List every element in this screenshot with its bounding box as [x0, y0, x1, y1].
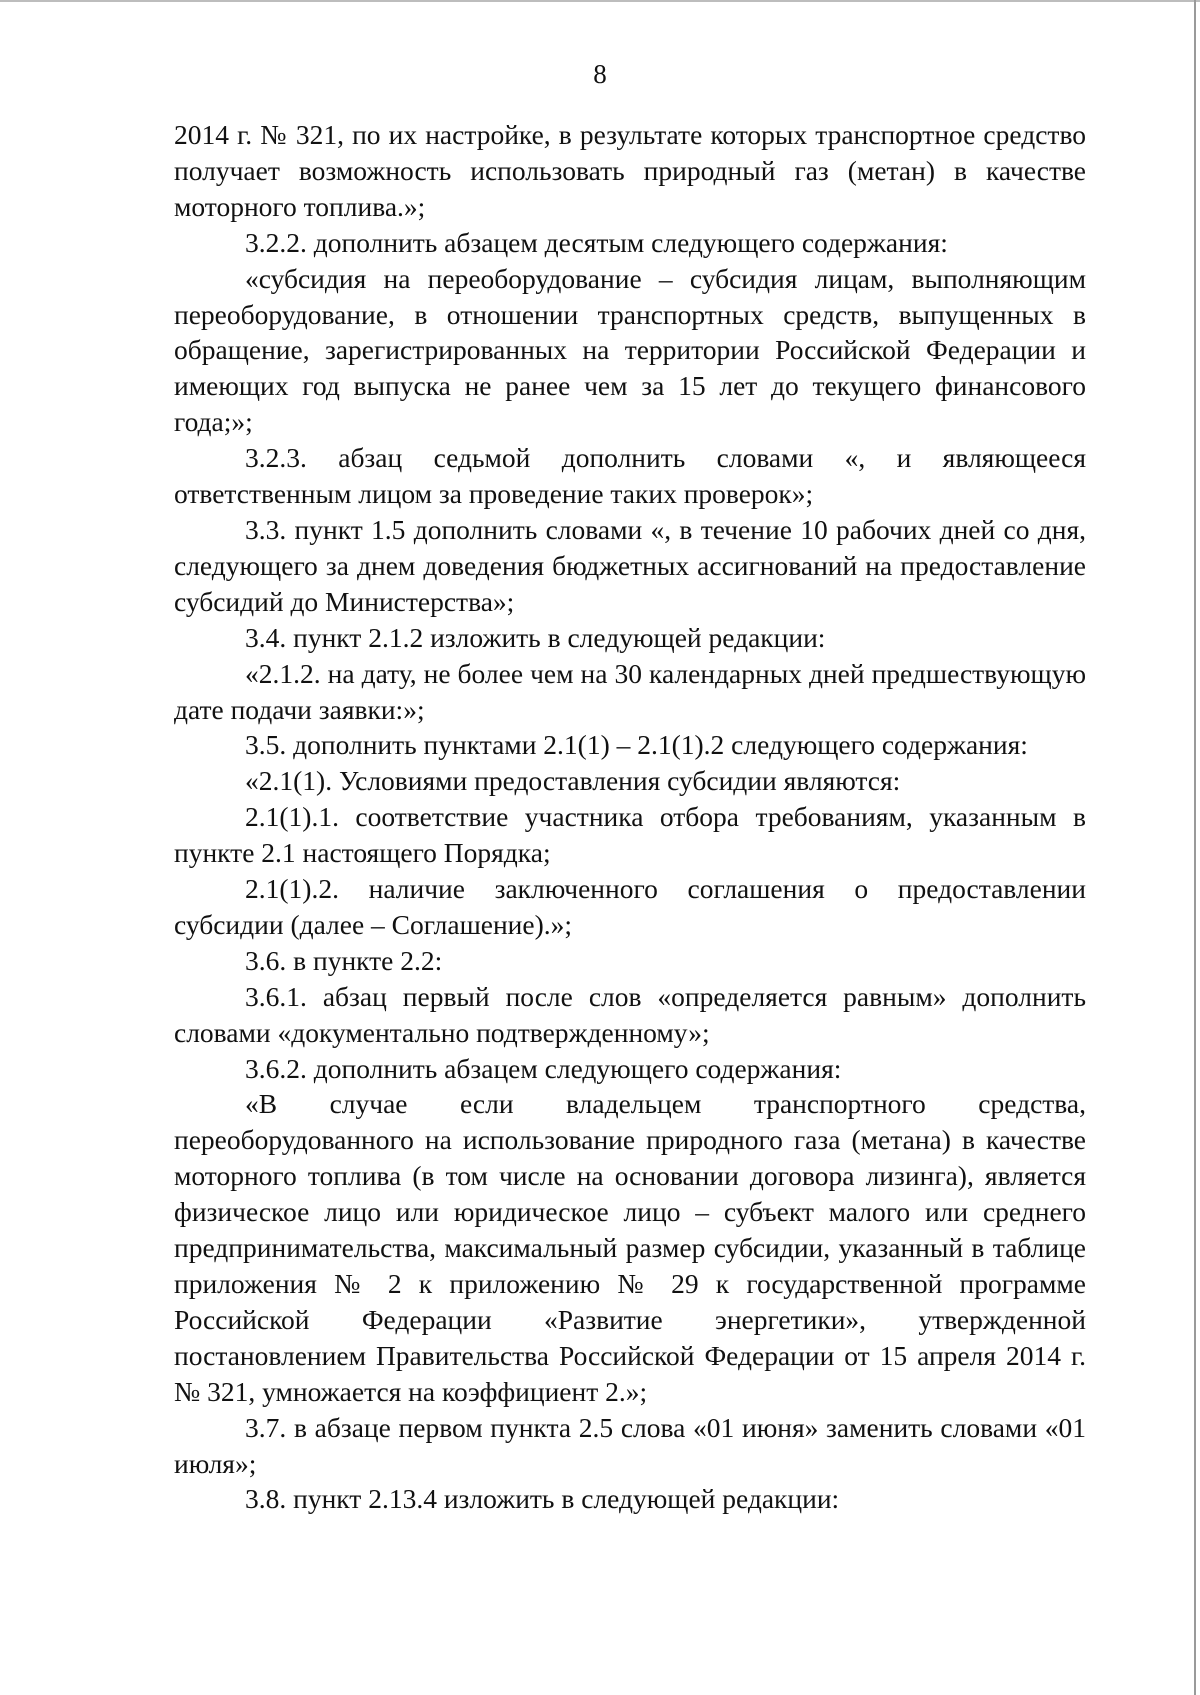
paragraph: «субсидия на переоборудование – субсидия лицам, выполняющим переоборудование, в отношении транспортных средств, выпущенных в обращение, зарегистрированных на территории Российской Федерации и имеющих год выпуска не ранее чем за 15 лет до текущего финансового года;»;: [174, 262, 1086, 438]
paragraph: 3.7. в абзаце первом пункта 2.5 слова «01 июня» заменить словами «01 июля»;: [174, 1411, 1086, 1479]
paragraph: 3.2.2. дополнить абзацем десятым следующего содержания:: [245, 226, 948, 258]
paragraph: «2.1(1). Условиями предоставления субсидии являются:: [245, 765, 901, 797]
paragraph: «В случае если владельцем транспортного средства, переоборудованного на использование природного газа (метана) в качестве моторного топлива (в том числе на основании договора лизинга), является физическое лицо или юридическое лицо – субъект малого или среднего предпринимательства, максимальный размер субсидии, указанный в таблице приложения № 2 к приложению № 29 к государственной программе Российской Федерации «Развитие энергетики», утвержденной постановлением Правительства Российской Федерации от 15 апреля 2014 г. № 321, умножается на коэффициент 2.»;: [174, 1088, 1086, 1407]
scan-edge-top: [0, 0, 1200, 2]
paragraph: 3.3. пункт 1.5 дополнить словами «, в течение 10 рабочих дней со дня, следующего за днем доведения бюджетных ассигнований на предоставление субсидий до Министерства»;: [174, 513, 1086, 617]
document-body: [174, 117, 1086, 1517]
paragraph: 3.8. пункт 2.13.4 изложить в следующей редакции:: [245, 1483, 840, 1515]
paragraph: 3.2.3. абзац седьмой дополнить словами «, и являющееся ответственным лицом за проведение таких проверок»;: [174, 442, 1086, 510]
paragraph: «2.1.2. на дату, не более чем на 30 календарных дней предшествующую дате подачи заявки:»;: [174, 657, 1086, 725]
paragraph: 3.6.1. абзац первый после слов «определяется равным» дополнить словами «документально подтвержденному»;: [174, 980, 1086, 1048]
paragraph: 3.6.2. дополнить абзацем следующего содержания:: [245, 1052, 842, 1084]
paragraph: 2.1(1).2. наличие заключенного соглашения о предоставлении субсидии (далее – Соглашение).»;: [174, 873, 1086, 940]
paragraph: 2.1(1).1. соответствие участника отбора требованиям, указанным в пункте 2.1 настоящего Порядка;: [174, 801, 1086, 869]
paragraph: 3.4. пункт 2.1.2 изложить в следующей редакции:: [245, 621, 826, 653]
paragraph: 3.5. дополнить пунктами 2.1(1) – 2.1(1).2 следующего содержания:: [245, 729, 1028, 761]
paragraph: 3.6. в пункте 2.2:: [245, 944, 443, 976]
paragraph: 2014 г. № 321, по их настройке, в результате которых транспортное средство получает возможность использовать природный газ (метан) в качестве моторного топлива.»;: [174, 119, 1086, 222]
page-number: 8: [593, 59, 607, 89]
scan-edge-right: [1194, 0, 1196, 1695]
